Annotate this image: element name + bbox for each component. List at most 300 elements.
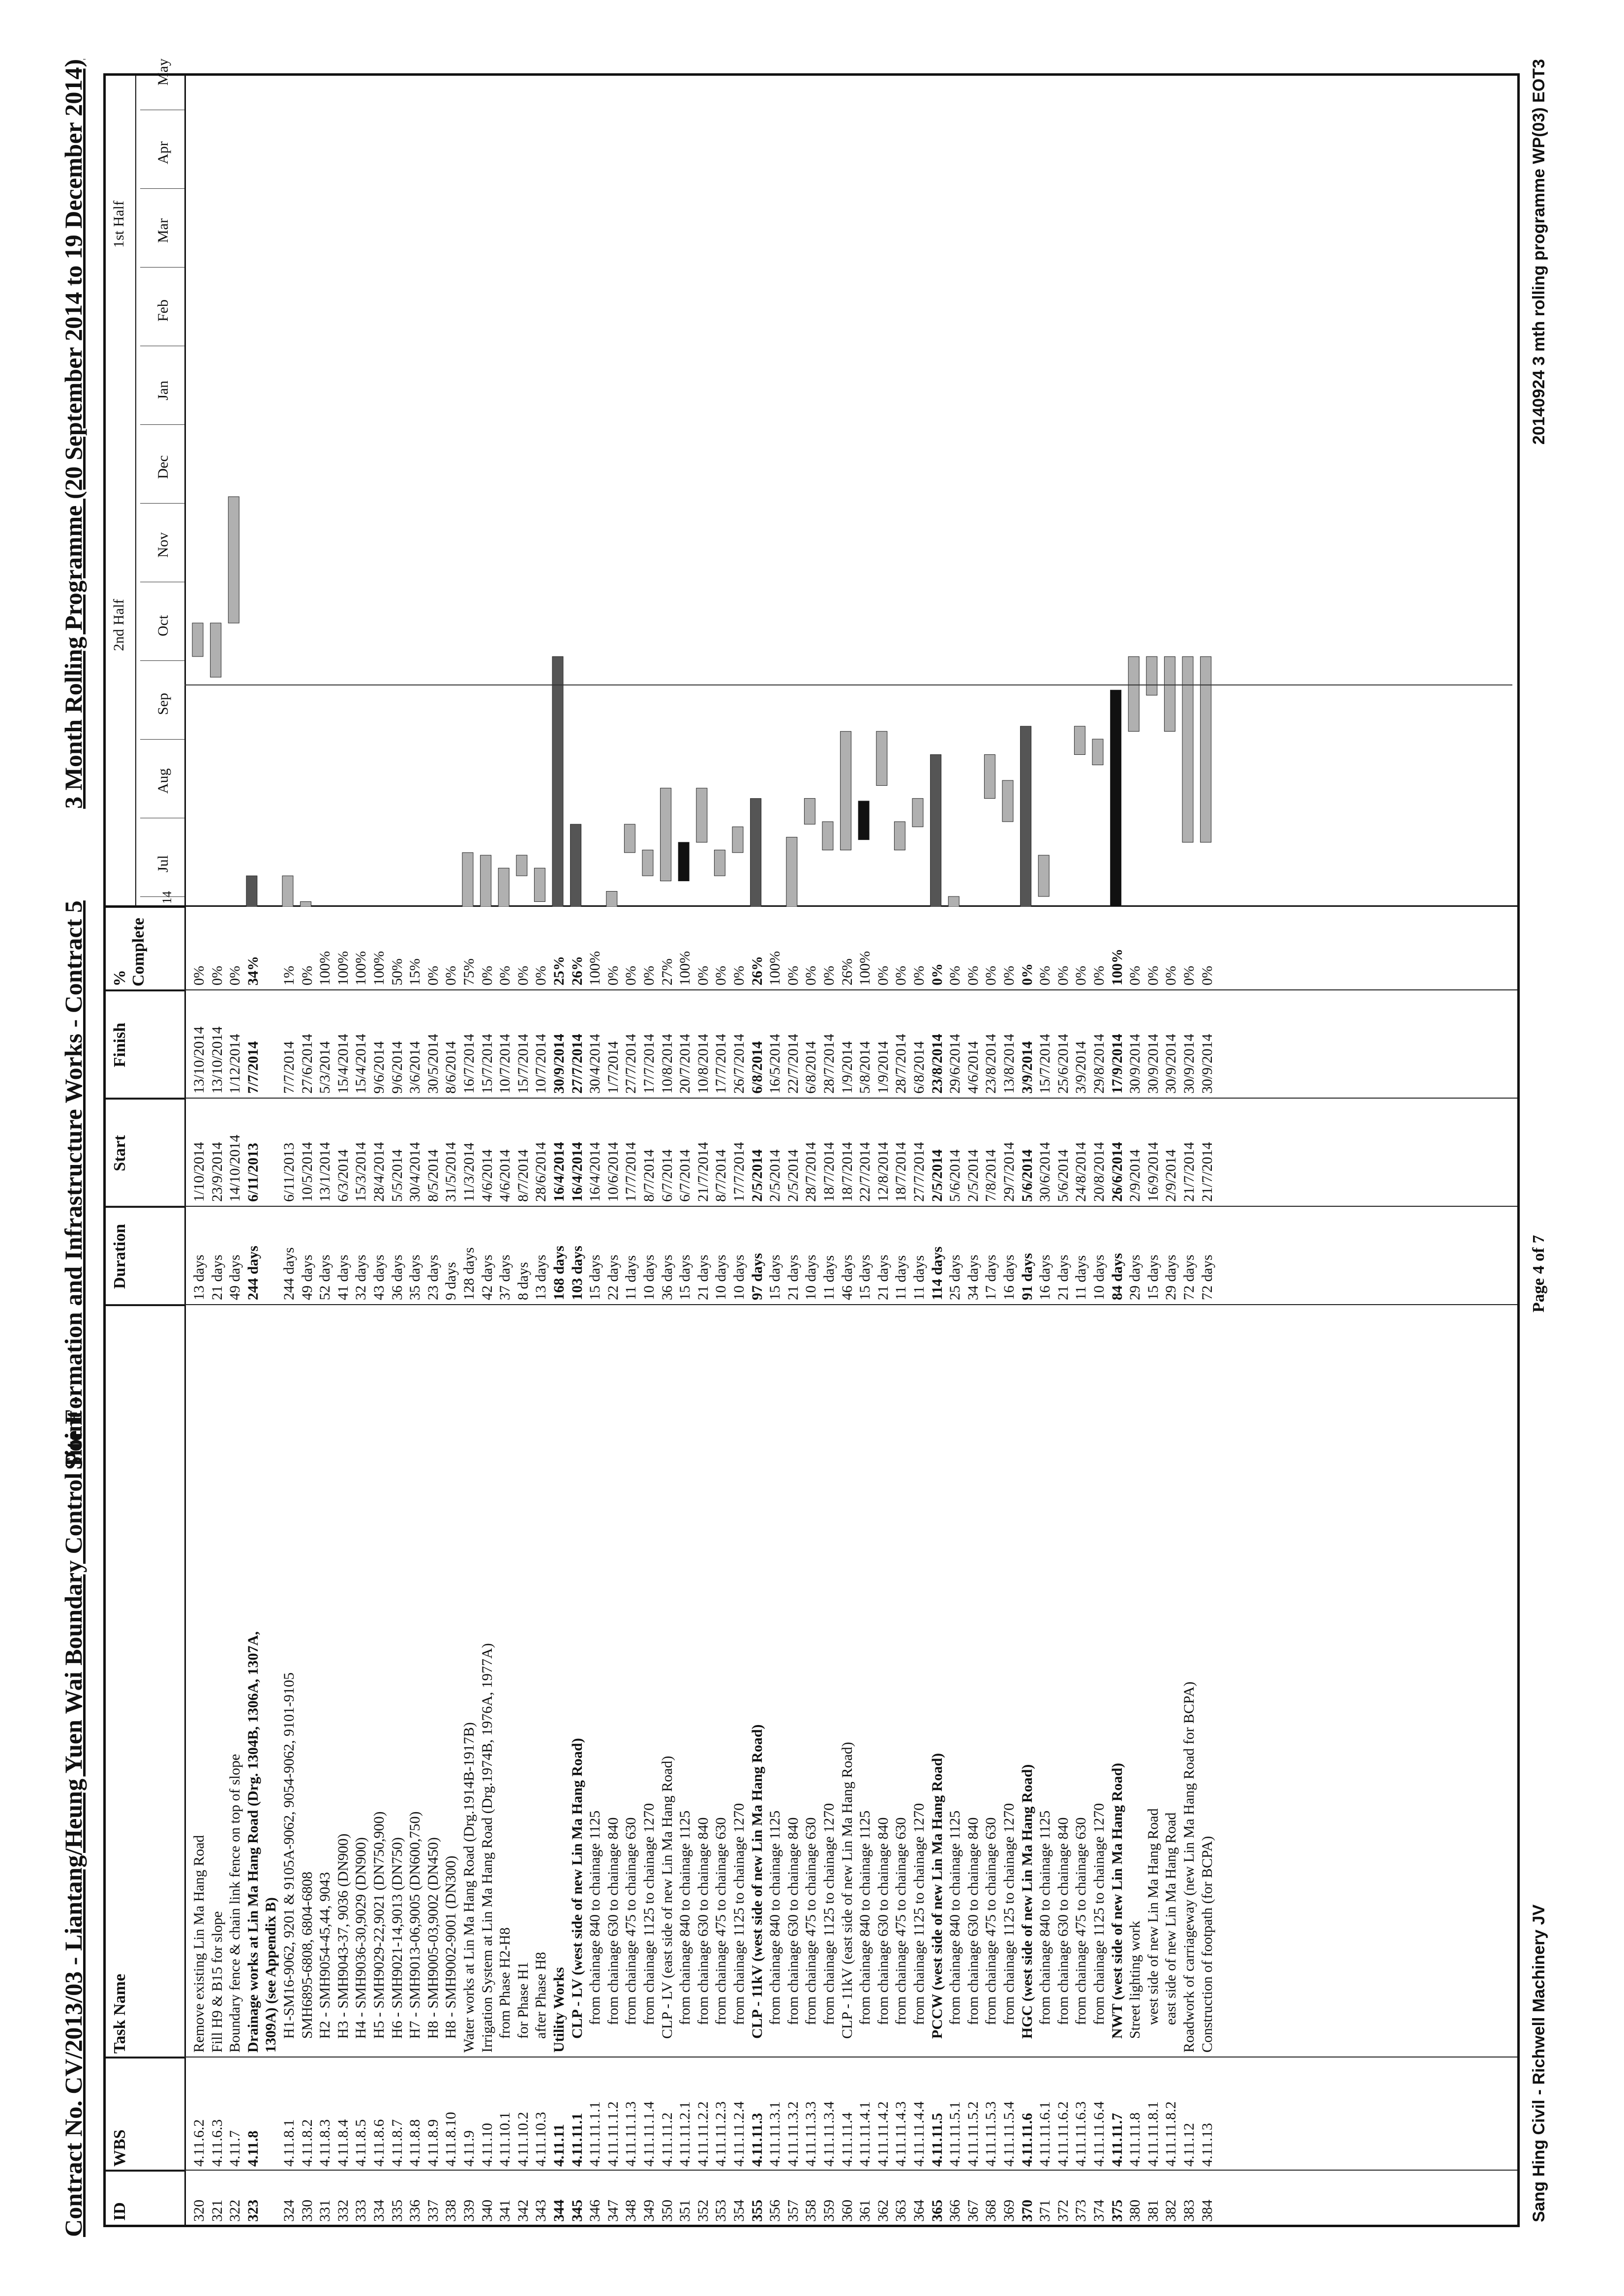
table-row xyxy=(532,907,550,2225)
cell-id: 381 xyxy=(1144,2200,1161,2222)
cell-finish: 3/6/2014 xyxy=(407,1041,423,1094)
table-row xyxy=(839,907,856,2225)
cell-name: from chainage 1125 to chainage 1270 xyxy=(911,1803,927,2025)
cell-name-continued: 1309A) (see Appendix B) xyxy=(263,1897,279,2053)
table-row xyxy=(442,907,460,2225)
cell-start: 2/9/2014 xyxy=(1163,1149,1179,1202)
cell-complete: 100% xyxy=(767,951,783,985)
cell-id: 333 xyxy=(353,2200,369,2222)
cell-start: 10/5/2014 xyxy=(299,1142,315,1202)
cell-duration: 11 days xyxy=(911,1255,927,1300)
table-row xyxy=(730,907,748,2225)
cell-wbs: 4.11.9 xyxy=(461,2130,477,2167)
cell-wbs: 4.11.11.3.1 xyxy=(767,2101,783,2167)
table-row xyxy=(1000,907,1018,2225)
cell-id: 342 xyxy=(514,2200,531,2222)
cell-id: 351 xyxy=(677,2200,693,2222)
cell-duration: 22 days xyxy=(604,1254,621,1300)
cell-finish: 1/7/2014 xyxy=(604,1041,621,1094)
gantt-bar xyxy=(192,623,203,656)
cell-wbs: 4.11.10.1 xyxy=(497,2112,513,2167)
cell-finish: 16/5/2014 xyxy=(767,1034,783,1094)
gantt-bar xyxy=(481,855,491,907)
cell-duration: 103 days xyxy=(569,1246,585,1300)
cell-wbs: 4.11.11.1.4 xyxy=(641,2101,657,2167)
cell-name: from chainage 630 to chainage 840 xyxy=(964,1817,981,2025)
cell-start: 16/9/2014 xyxy=(1144,1142,1161,1202)
gantt-bar xyxy=(876,731,887,785)
cell-wbs: 4.11.11.4 xyxy=(839,2112,855,2167)
cell-complete: 0% xyxy=(964,966,981,985)
cell-complete: 0% xyxy=(911,966,927,985)
cell-finish: 29/6/2014 xyxy=(947,1034,963,1094)
table-row xyxy=(1144,907,1162,2225)
cell-id: 358 xyxy=(803,2200,819,2222)
cell-wbs: 4.11.11.3.3 xyxy=(803,2101,819,2167)
cell-wbs: 4.11.8.8 xyxy=(407,2119,423,2167)
schedule-table xyxy=(103,59,1520,2227)
timescale-month: Oct xyxy=(155,615,171,636)
cell-name: H2 - SMH9054-45,44, 9043 xyxy=(317,1872,333,2039)
cell-start: 21/7/2014 xyxy=(1199,1142,1215,1202)
table-row xyxy=(352,907,370,2225)
cell-name: H5 - SMH9029-22,9021 (DN750,900) xyxy=(371,1811,387,2039)
gantt-bar xyxy=(661,788,671,881)
cell-complete: 0% xyxy=(1001,966,1017,985)
cell-wbs: 4.11.11.6.2 xyxy=(1054,2101,1071,2167)
cell-finish: 6/8/2014 xyxy=(803,1041,819,1094)
cell-id: 338 xyxy=(443,2200,459,2222)
cell-finish: 4/6/2014 xyxy=(964,1041,981,1094)
cell-finish: 10/7/2014 xyxy=(497,1034,513,1094)
cell-duration: 84 days xyxy=(1109,1253,1125,1300)
programme-title: 3 Month Rolling Programme (20 September 2014 to 19 December 2014) xyxy=(60,59,87,809)
table-row xyxy=(226,907,244,2225)
cell-wbs: 4.11.6.3 xyxy=(209,2119,225,2167)
cell-start: 2/5/2014 xyxy=(964,1149,981,1202)
cell-finish: 9/6/2014 xyxy=(389,1041,405,1094)
cell-start: 4/6/2014 xyxy=(479,1149,495,1202)
cell-finish: 26/7/2014 xyxy=(731,1034,747,1094)
cell-wbs: 4.11.11.1.3 xyxy=(623,2101,639,2167)
cell-name: Remove existing Lin Ma Hang Road xyxy=(191,1835,207,2053)
gantt-bar xyxy=(984,755,995,799)
timescale-month: Jul xyxy=(155,855,171,872)
cell-id: 348 xyxy=(623,2200,639,2222)
cell-start: 5/5/2014 xyxy=(389,1149,405,1202)
cell-duration: 41 days xyxy=(334,1254,351,1300)
cell-start: 17/7/2014 xyxy=(731,1142,747,1202)
table-row xyxy=(784,907,802,2225)
cell-complete: 0% xyxy=(1019,963,1035,985)
cell-finish: 15/4/2014 xyxy=(353,1034,369,1094)
cell-duration: 16 days xyxy=(1001,1254,1017,1300)
cell-wbs: 4.11.11.8.2 xyxy=(1163,2101,1179,2167)
cell-name: Utility Works xyxy=(551,1967,567,2053)
header-task-name: Task Name xyxy=(106,1305,184,2057)
cell-duration: 72 days xyxy=(1181,1254,1197,1300)
table-row xyxy=(694,907,712,2225)
timescale-month: Feb xyxy=(155,299,171,322)
gantt-bar xyxy=(1021,726,1031,907)
gantt-bar xyxy=(246,876,257,907)
cell-id: 361 xyxy=(857,2200,873,2222)
table-row xyxy=(1126,907,1144,2225)
table-row xyxy=(389,907,406,2225)
cell-wbs: 4.11.8.1 xyxy=(281,2119,297,2167)
gantt-bar xyxy=(1128,656,1139,731)
cell-id: 324 xyxy=(281,2200,297,2222)
cell-start: 1/10/2014 xyxy=(191,1142,207,1202)
cell-finish: 3/9/2014 xyxy=(1073,1041,1089,1094)
cell-duration: 32 days xyxy=(353,1254,369,1300)
cell-name: from Phase H2-H8 xyxy=(497,1927,513,2039)
gantt-bar xyxy=(571,824,581,907)
gantt-bar xyxy=(534,868,545,901)
gantt-bar xyxy=(624,824,635,853)
cell-id: 355 xyxy=(749,2200,765,2222)
cell-name: from chainage 475 to chainage 630 xyxy=(713,1817,729,2025)
table-row xyxy=(856,907,874,2225)
cell-complete: 50% xyxy=(389,958,405,985)
table-row xyxy=(370,907,388,2225)
table-row xyxy=(1072,907,1090,2225)
cell-finish: 1/9/2014 xyxy=(874,1041,891,1094)
cell-id: 353 xyxy=(713,2200,729,2222)
cell-name: from chainage 840 to chainage 1125 xyxy=(857,1810,873,2025)
table-row xyxy=(964,907,982,2225)
cell-start: 8/5/2014 xyxy=(424,1149,441,1202)
cell-start: 21/7/2014 xyxy=(1181,1142,1197,1202)
cell-duration: 13 days xyxy=(533,1254,549,1300)
gantt-bar xyxy=(642,850,653,876)
cell-wbs: 4.11.11.5 xyxy=(929,2113,945,2167)
cell-id: 352 xyxy=(694,2200,711,2222)
cell-name: H3 - SMH9043-37, 9036 (DN900) xyxy=(334,1833,351,2039)
cell-duration: 52 days xyxy=(317,1254,333,1300)
cell-finish: 30/9/2014 xyxy=(1163,1034,1179,1094)
cell-name: from chainage 630 to chainage 840 xyxy=(784,1817,801,2025)
cell-name: Boundary fence & chain link fence on top of slope xyxy=(227,1754,243,2053)
cell-wbs: 4.11.11.2 xyxy=(659,2112,675,2167)
cell-finish: 29/8/2014 xyxy=(1091,1034,1107,1094)
cell-id: 371 xyxy=(1037,2200,1053,2222)
table-row xyxy=(1109,907,1126,2225)
cell-duration: 72 days xyxy=(1199,1254,1215,1300)
cell-wbs: 4.11.11.3.2 xyxy=(784,2101,801,2167)
cell-name: from chainage 840 to chainage 1125 xyxy=(1037,1810,1053,2025)
cell-wbs: 4.11.10.2 xyxy=(514,2112,531,2167)
cell-finish: 8/6/2014 xyxy=(443,1041,459,1094)
cell-id: 372 xyxy=(1054,2200,1071,2222)
cell-wbs: 4.11.11.5.4 xyxy=(1001,2101,1017,2167)
cell-wbs: 4.11.8.5 xyxy=(353,2119,369,2167)
cell-id: 370 xyxy=(1019,2200,1035,2222)
cell-wbs: 4.11.11.5.1 xyxy=(947,2101,963,2167)
cell-start: 27/7/2014 xyxy=(911,1142,927,1202)
cell-name: from chainage 475 to chainage 630 xyxy=(803,1817,819,2025)
cell-duration: 35 days xyxy=(407,1254,423,1300)
timescale-month: May xyxy=(155,59,171,86)
cell-duration: 16 days xyxy=(1037,1254,1053,1300)
cell-name: from chainage 840 to chainage 1125 xyxy=(767,1810,783,2025)
cell-complete: 0% xyxy=(209,966,225,985)
cell-complete: 0% xyxy=(1181,966,1197,985)
footer-file-name: 20140924 3 mth rolling programme WP(03) EOT3 xyxy=(1530,59,1548,445)
cell-duration: 15 days xyxy=(767,1254,783,1300)
cell-id: 367 xyxy=(964,2200,981,2222)
table-row xyxy=(1036,907,1054,2225)
cell-complete: 0% xyxy=(641,966,657,985)
gantt-bar xyxy=(282,876,293,907)
cell-complete: 0% xyxy=(731,966,747,985)
cell-name: H8 - SMH9005-03,9002 (DN450) xyxy=(424,1837,441,2039)
cell-id: 373 xyxy=(1073,2200,1089,2222)
table-row xyxy=(766,907,784,2225)
cell-name: HGC (west side of new Lin Ma Hang Road) xyxy=(1019,1764,1035,2039)
cell-complete: 0% xyxy=(1163,966,1179,985)
cell-name: CLP - 11kV (east side of new Lin Ma Hang Road) xyxy=(839,1742,855,2039)
cell-finish: 13/8/2014 xyxy=(1001,1034,1017,1094)
timescale-month: Nov xyxy=(155,532,171,558)
cell-finish: 7/7/2014 xyxy=(281,1041,297,1094)
cell-start: 18/7/2014 xyxy=(893,1142,909,1202)
cell-wbs: 4.11.11.2.3 xyxy=(713,2101,729,2167)
timescale-month: Jan xyxy=(155,381,171,400)
cell-finish: 1/9/2014 xyxy=(839,1041,855,1094)
gantt-bar xyxy=(1074,726,1085,755)
table-row xyxy=(334,907,352,2225)
cell-name: H6 - SMH9021-14,9013 (DN750) xyxy=(389,1837,405,2039)
gantt-bar xyxy=(228,497,239,623)
gantt-bar xyxy=(1002,780,1013,822)
header-complete: % Complete xyxy=(106,907,184,990)
cell-wbs: 4.11.11.4.3 xyxy=(893,2101,909,2167)
cell-start: 31/5/2014 xyxy=(443,1142,459,1202)
cell-start: 20/8/2014 xyxy=(1091,1142,1107,1202)
gantt-bar xyxy=(211,623,221,677)
cell-id: 375 xyxy=(1109,2200,1125,2222)
cell-id: 344 xyxy=(551,2200,567,2222)
cell-id: 337 xyxy=(424,2200,441,2222)
cell-start: 2/5/2014 xyxy=(929,1149,945,1202)
cell-finish: 20/7/2014 xyxy=(677,1034,693,1094)
cell-wbs: 4.11.8.4 xyxy=(334,2119,351,2167)
cell-wbs: 4.11.8.7 xyxy=(389,2119,405,2167)
cell-complete: 0% xyxy=(874,966,891,985)
cell-complete: 34% xyxy=(244,956,261,985)
cell-id: 346 xyxy=(587,2200,603,2222)
cell-wbs: 4.11.11 xyxy=(551,2124,567,2167)
cell-finish: 28/7/2014 xyxy=(893,1034,909,1094)
cell-complete: 0% xyxy=(1144,966,1161,985)
cell-finish: 27/7/2014 xyxy=(623,1034,639,1094)
cell-id: 343 xyxy=(533,2200,549,2222)
gantt-bar xyxy=(678,842,689,881)
cell-duration: 8 days xyxy=(514,1262,531,1300)
cell-name: NWT (west side of new Lin Ma Hang Road) xyxy=(1109,1762,1125,2039)
cell-id: 340 xyxy=(479,2200,495,2222)
cell-finish: 30/9/2014 xyxy=(1144,1034,1161,1094)
cell-wbs: 4.11.8.9 xyxy=(424,2119,441,2167)
timescale-half-1: 1st Half xyxy=(111,201,127,248)
table-row xyxy=(802,907,820,2225)
cell-id: 334 xyxy=(371,2200,387,2222)
cell-finish: 17/7/2014 xyxy=(641,1034,657,1094)
cell-complete: 100% xyxy=(1109,949,1125,985)
cell-start: 28/4/2014 xyxy=(371,1142,387,1202)
cell-wbs: 4.11.11.8.1 xyxy=(1144,2101,1161,2167)
cell-id: 383 xyxy=(1181,2200,1197,2222)
cell-duration: 10 days xyxy=(713,1254,729,1300)
cell-wbs: 4.11.8.3 xyxy=(317,2119,333,2167)
cell-id: 341 xyxy=(497,2200,513,2222)
cell-duration: 21 days xyxy=(209,1254,225,1300)
cell-finish: 5/3/2014 xyxy=(317,1041,333,1094)
gantt-bar xyxy=(1038,855,1049,896)
header-wbs: WBS xyxy=(106,2057,184,2171)
cell-wbs: 4.11.11.4.2 xyxy=(874,2101,891,2167)
gantt-bar xyxy=(786,837,797,907)
cell-duration: 37 days xyxy=(497,1254,513,1300)
cell-wbs: 4.11.11.2.2 xyxy=(694,2101,711,2167)
cell-duration: 15 days xyxy=(677,1254,693,1300)
cell-id: 369 xyxy=(1001,2200,1017,2222)
timescale-half-2: 2nd Half xyxy=(111,599,127,651)
cell-wbs: 4.11.8 xyxy=(244,2130,261,2167)
cell-name: Street lighting work xyxy=(1127,1921,1143,2039)
cell-start: 8/7/2014 xyxy=(514,1149,531,1202)
cell-duration: 11 days xyxy=(1073,1255,1089,1300)
cell-name: from chainage 1125 to chainage 1270 xyxy=(731,1803,747,2025)
cell-complete: 0% xyxy=(604,966,621,985)
gantt-bar xyxy=(1164,656,1175,731)
cell-duration: 15 days xyxy=(1144,1254,1161,1300)
cell-finish: 27/6/2014 xyxy=(299,1034,315,1094)
cell-start: 11/3/2014 xyxy=(461,1142,477,1202)
table-row xyxy=(820,907,838,2225)
cell-wbs: 4.11.11.6 xyxy=(1019,2113,1035,2167)
cell-start: 30/6/2014 xyxy=(1037,1142,1053,1202)
cell-complete: 100% xyxy=(353,951,369,985)
cell-wbs: 4.11.11.4.4 xyxy=(911,2101,927,2167)
table-row xyxy=(874,907,892,2225)
cell-finish: 23/8/2014 xyxy=(929,1034,945,1094)
table-row xyxy=(190,907,208,2225)
cell-start: 5/6/2014 xyxy=(1054,1149,1071,1202)
table-row xyxy=(514,907,532,2225)
cell-finish: 22/7/2014 xyxy=(784,1034,801,1094)
table-row xyxy=(946,907,964,2225)
cell-start: 14/10/2014 xyxy=(227,1134,243,1202)
cell-finish: 30/4/2014 xyxy=(587,1034,603,1094)
cell-complete: 0% xyxy=(1127,966,1143,985)
cell-id: 336 xyxy=(407,2200,423,2222)
table-row xyxy=(659,907,676,2225)
cell-duration: 11 days xyxy=(623,1255,639,1300)
cell-name: from chainage 840 to chainage 1125 xyxy=(947,1810,963,2025)
cell-wbs: 4.11.11.2.4 xyxy=(731,2101,747,2167)
cell-finish: 13/10/2014 xyxy=(209,1026,225,1094)
cell-id: 362 xyxy=(874,2200,891,2222)
cell-id: 366 xyxy=(947,2200,963,2222)
table-row xyxy=(640,907,658,2225)
title-row xyxy=(59,59,103,2237)
cell-id: 331 xyxy=(317,2200,333,2222)
gantt-bar xyxy=(606,892,617,907)
cell-wbs: 4.11.11.4.1 xyxy=(857,2101,873,2167)
cell-duration: 10 days xyxy=(803,1254,819,1300)
table-row xyxy=(1199,907,1216,2225)
cell-complete: 0% xyxy=(803,966,819,985)
cell-wbs: 4.11.11.2.1 xyxy=(677,2101,693,2167)
cell-wbs: 4.11.12 xyxy=(1181,2123,1197,2167)
gantt-bar xyxy=(462,853,473,907)
cell-id: 356 xyxy=(767,2200,783,2222)
cell-duration: 15 days xyxy=(587,1254,603,1300)
cell-id: 368 xyxy=(983,2200,999,2222)
cell-finish: 13/10/2014 xyxy=(191,1026,207,1094)
header-start: Start xyxy=(106,1099,184,1207)
cell-start: 16/4/2014 xyxy=(587,1142,603,1202)
cell-id: 321 xyxy=(209,2200,225,2222)
cell-complete: 0% xyxy=(713,966,729,985)
cell-start: 22/7/2014 xyxy=(857,1142,873,1202)
cell-duration: 91 days xyxy=(1019,1253,1035,1300)
cell-duration: 43 days xyxy=(371,1254,387,1300)
cell-start: 29/7/2014 xyxy=(1001,1142,1017,1202)
timescale xyxy=(106,59,184,907)
cell-finish: 30/5/2014 xyxy=(424,1034,441,1094)
cell-name: CLP - LV (west side of new Lin Ma Hang Road) xyxy=(569,1738,585,2039)
cell-finish: 30/9/2014 xyxy=(1181,1034,1197,1094)
cell-finish: 30/9/2014 xyxy=(1199,1034,1215,1094)
cell-complete: 0% xyxy=(821,966,837,985)
cell-duration: 114 days xyxy=(929,1246,945,1300)
cell-complete: 0% xyxy=(929,963,945,985)
gantt-bar xyxy=(714,850,725,876)
cell-finish: 15/4/2014 xyxy=(334,1034,351,1094)
cell-complete: 25% xyxy=(551,956,567,985)
gantt-bar xyxy=(516,855,527,876)
cell-wbs: 4.11.13 xyxy=(1199,2123,1215,2167)
table-row xyxy=(496,907,514,2225)
cell-finish: 7/7/2014 xyxy=(244,1041,261,1094)
cell-start: 18/7/2014 xyxy=(821,1142,837,1202)
cell-wbs: 4.11.6.2 xyxy=(191,2119,207,2167)
cell-wbs: 4.11.11.3 xyxy=(749,2113,765,2167)
gantt-bar xyxy=(1092,739,1103,765)
cell-name: PCCW (west side of new Lin Ma Hang Road) xyxy=(929,1753,945,2039)
cell-name: from chainage 475 to chainage 630 xyxy=(1073,1817,1089,2025)
cell-complete: 26% xyxy=(749,956,765,985)
cell-complete: 1% xyxy=(281,966,297,985)
cell-complete: 0% xyxy=(623,966,639,985)
cell-start: 4/6/2014 xyxy=(497,1149,513,1202)
gantt-bar xyxy=(751,799,761,907)
table-row xyxy=(1180,907,1198,2225)
cell-complete: 0% xyxy=(947,966,963,985)
cell-name: CLP - LV (east side of new Lin Ma Hang Road) xyxy=(659,1756,675,2039)
cell-complete: 26% xyxy=(839,958,855,985)
gantt-bar xyxy=(931,755,941,907)
cell-complete: 0% xyxy=(1091,966,1107,985)
cell-name: from chainage 630 to chainage 840 xyxy=(874,1817,891,2025)
cell-name: Roadwork of carriageway (new Lin Ma Hang Road for BCPA) xyxy=(1181,1681,1197,2053)
cell-name: H4 - SMH9036-30,9029 (DN900) xyxy=(353,1837,369,2039)
cell-duration: 21 days xyxy=(784,1254,801,1300)
table-row xyxy=(1090,907,1108,2225)
